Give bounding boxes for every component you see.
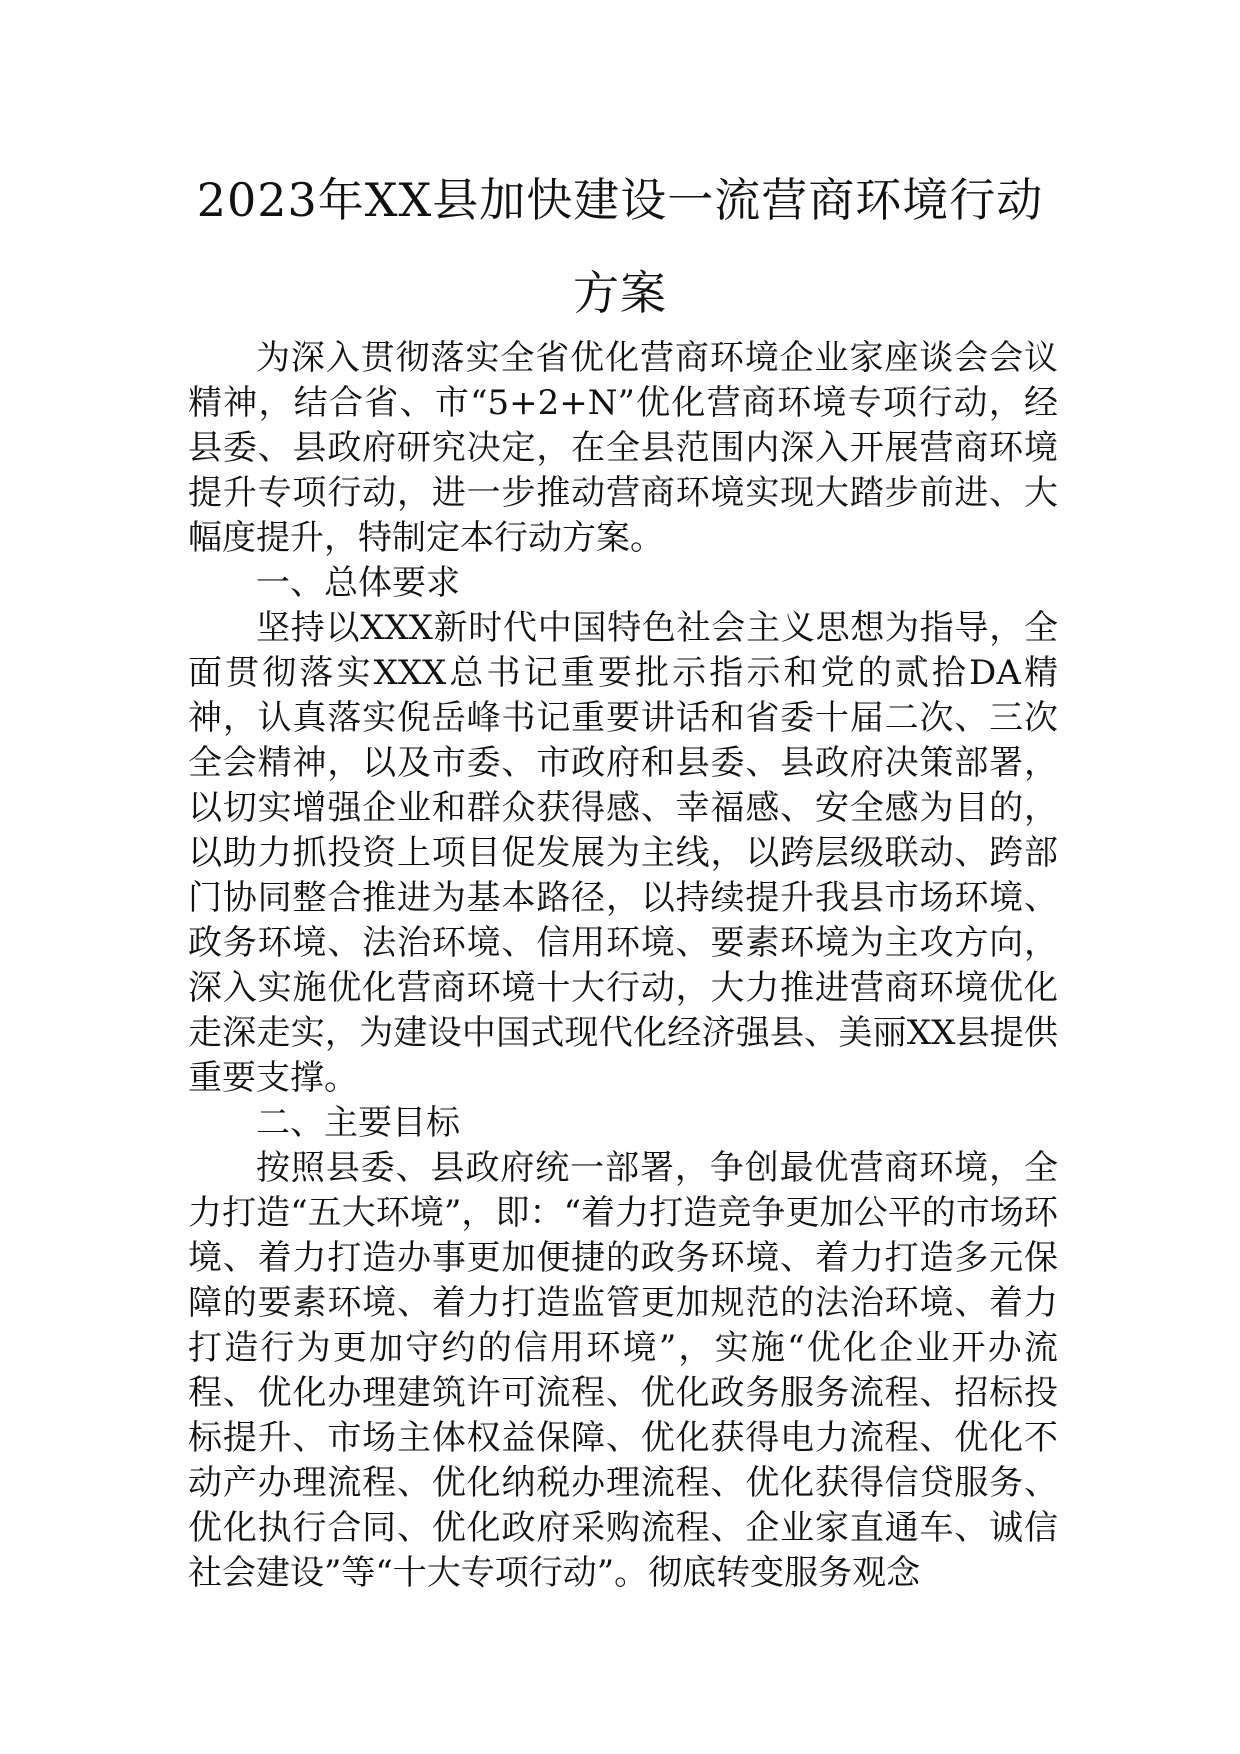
section-2-paragraph: 按照县委、县政府统一部署，争创最优营商环境，全力打造“五大环境”，即：“着力打造竞争更加公平的市场环境、着力打造办事更加便捷的政务环境、着力打造多元保障的要素环境、着力打造监管更加规范的法治环境、着力打造行为更加守约的信用环境”，实施“优化企业开办流程、优化办理建筑许可流程、优化政务服务流程、招标投标提升、市场主体权益保障、优化获得电力流程、优化不动产办理流程、优化纳税办理流程、优化获得信贷服务、优化执行合同、优化政府采购流程、企业家直通车、诚信社会建设”等“十大专项行动”。彻底转变服务观念 bbox=[188, 1148, 1058, 1593]
intro-paragraph: 为深入贯彻落实全省优化营商环境企业家座谈会会议精神，结合省、市“5+2+N”优化营商环境专项行动，经县委、县政府研究决定，在全县范围内深入开展营商环境提升专项行动，进一步推动营商环境实现大踏步前进、大幅度提升，特制定本行动方案。 bbox=[188, 338, 1058, 558]
document-title-line-2: 方案 bbox=[573, 266, 667, 320]
section-1-paragraph: 坚持以XXX新时代中国特色社会主义思想为指导，全面贯彻落实XXX总书记重要批示指示和党的贰拾DA精神，认真落实倪岳峰书记重要讲话和省委十届二次、三次全会精神，以及市委、市政府和县委、县政府决策部署，以切实增强企业和群众获得感、幸福感、安全感为目的，以助力抓投资上项目促发展为主线，以跨层级联动、跨部门协同整合推进为基本路径，以持续提升我县市场环境、政务环境、法治环境、信用环境、要素环境为主攻方向，深入实施优化营商环境十大行动，大力推进营商环境优化走深走实，为建设中国式现代化经济强县、美丽XX县提供重要支撑。 bbox=[188, 608, 1058, 1098]
document-title-line-1: 2023年XX县加快建设一流营商环境行动 bbox=[196, 173, 1044, 227]
section-2-heading: 二、主要目标 bbox=[256, 1103, 460, 1143]
document-body bbox=[188, 336, 1058, 1596]
section-1-heading: 一、总体要求 bbox=[256, 563, 460, 603]
